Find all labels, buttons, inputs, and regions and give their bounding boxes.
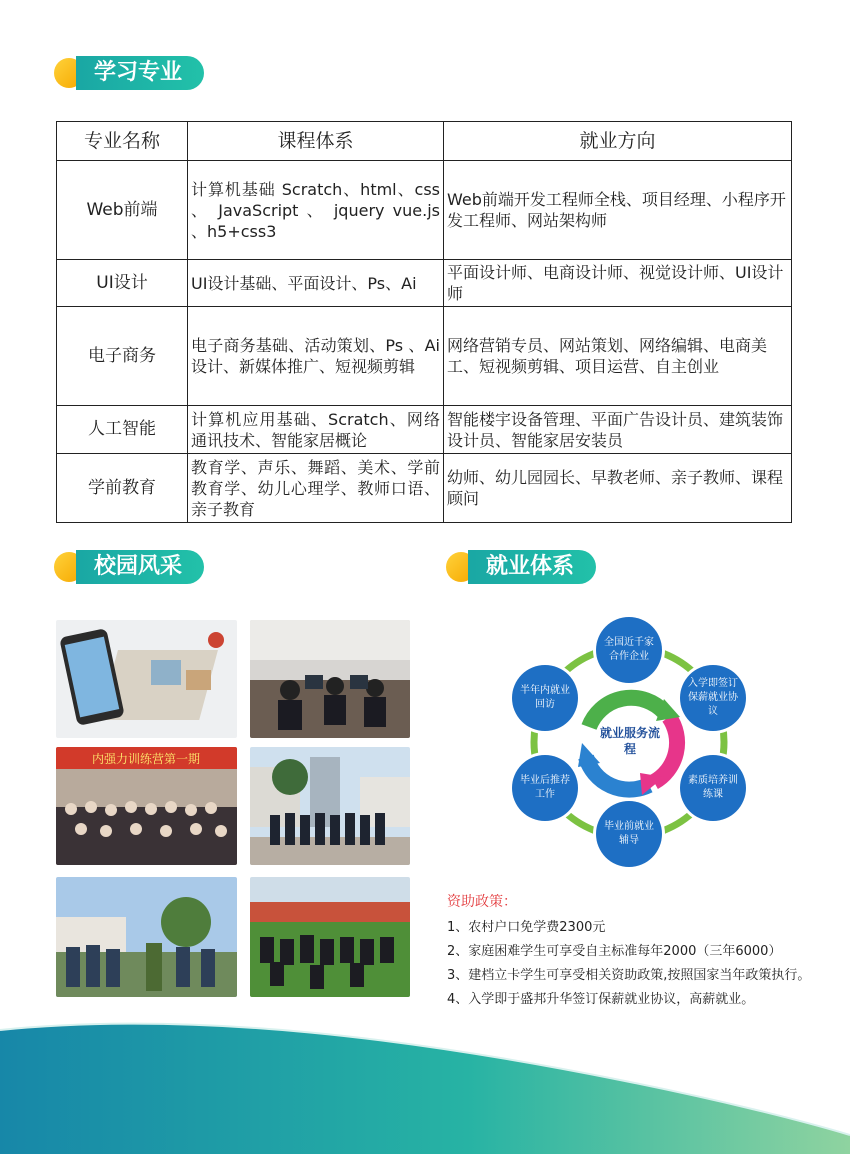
major-name: 电子商务: [57, 307, 188, 406]
policy-title: 资助政策：: [447, 894, 517, 910]
major-courses: 教育学、声乐、舞蹈、美术、学前教育学、幼儿心理学、教师口语、亲子教育: [188, 454, 444, 523]
majors-table: [56, 121, 792, 523]
major-courses: UI设计基础、平面设计、Ps、Ai: [188, 260, 444, 307]
policy-item: 4、入学即于盛邦升华签订保薪就业协议，高薪就业。: [447, 992, 755, 1007]
major-name: 学前教育: [57, 454, 188, 523]
photo-military-training: [56, 877, 237, 997]
major-courses: 计算机应用基础、Scratch、网络通讯技术、智能家居概论: [188, 406, 444, 454]
major-name: UI设计: [57, 260, 188, 307]
major-name: 人工智能: [57, 406, 188, 454]
section-title-employment-label: 就业体系: [468, 550, 596, 584]
photo-students-on-field: [250, 877, 410, 997]
table-row: [57, 454, 792, 523]
photo-computer-lab: [250, 620, 410, 738]
major-careers: 智能楼宇设备管理、平面广告设计员、建筑装饰设计员、智能家居安装员: [444, 406, 792, 454]
table-row: [57, 260, 792, 307]
banner-text: 内强力训练营第一期: [91, 752, 201, 766]
header-career: 就业方向: [444, 122, 792, 161]
cycle-node: 入学即签订保薪就业协议: [680, 665, 746, 731]
policy-item: 3、建档立卡学生可享受相关资助政策,按照国家当年政策执行。: [447, 968, 811, 983]
funding-policy: [447, 890, 837, 1012]
photo-smart-home-model: [56, 620, 237, 738]
major-careers: 网络营销专员、网站策划、网络编辑、电商美工、短视频剪辑、项目运营、自主创业: [444, 307, 792, 406]
table-header-row: [57, 122, 792, 161]
section-title-majors-label: 学习专业: [76, 56, 204, 90]
major-courses: 电子商务基础、活动策划、Ps 、Ai设计、新媒体推广、短视频剪辑: [188, 307, 444, 406]
cycle-center-label: 就业服务流程: [600, 726, 661, 756]
cycle-node: 半年内就业回访: [512, 665, 578, 731]
major-careers: Web前端开发工程师全栈、项目经理、小程序开发工程师、网站架构师: [444, 161, 792, 260]
cycle-node: 毕业后推荐工作: [512, 755, 578, 821]
header-major-name: 专业名称: [57, 122, 188, 161]
major-careers: 平面设计师、电商设计师、视觉设计师、UI设计师: [444, 260, 792, 307]
photo-uniform-students: [250, 747, 410, 865]
table-row: [57, 406, 792, 454]
arrow-green-icon: [589, 698, 664, 727]
section-title-campus-label: 校园风采: [76, 550, 204, 584]
major-courses: 计算机基础 Scratch、html、css 、 JavaScript 、 jquery vue.js 、h5+css3: [188, 161, 444, 260]
cycle-node: 素质培养训练课: [680, 755, 746, 821]
decorative-wave: [0, 1000, 850, 1154]
major-name: Web前端: [57, 161, 188, 260]
table-row: [57, 161, 792, 260]
policy-item: 1、农村户口免学费2300元: [447, 920, 606, 935]
cycle-node: 全国近千家合作企业: [596, 617, 662, 683]
cycle-node: 毕业前就业辅导: [596, 801, 662, 867]
header-curriculum: 课程体系: [188, 122, 444, 161]
policy-item: 2、家庭困难学生可享受自主标准每年2000（三年6000）: [447, 944, 782, 959]
photo-training-camp-group: [56, 747, 237, 865]
employment-cycle-diagram: [504, 617, 754, 867]
table-row: [57, 307, 792, 406]
major-careers: 幼师、幼儿园园长、早教老师、亲子教师、课程顾问: [444, 454, 792, 523]
